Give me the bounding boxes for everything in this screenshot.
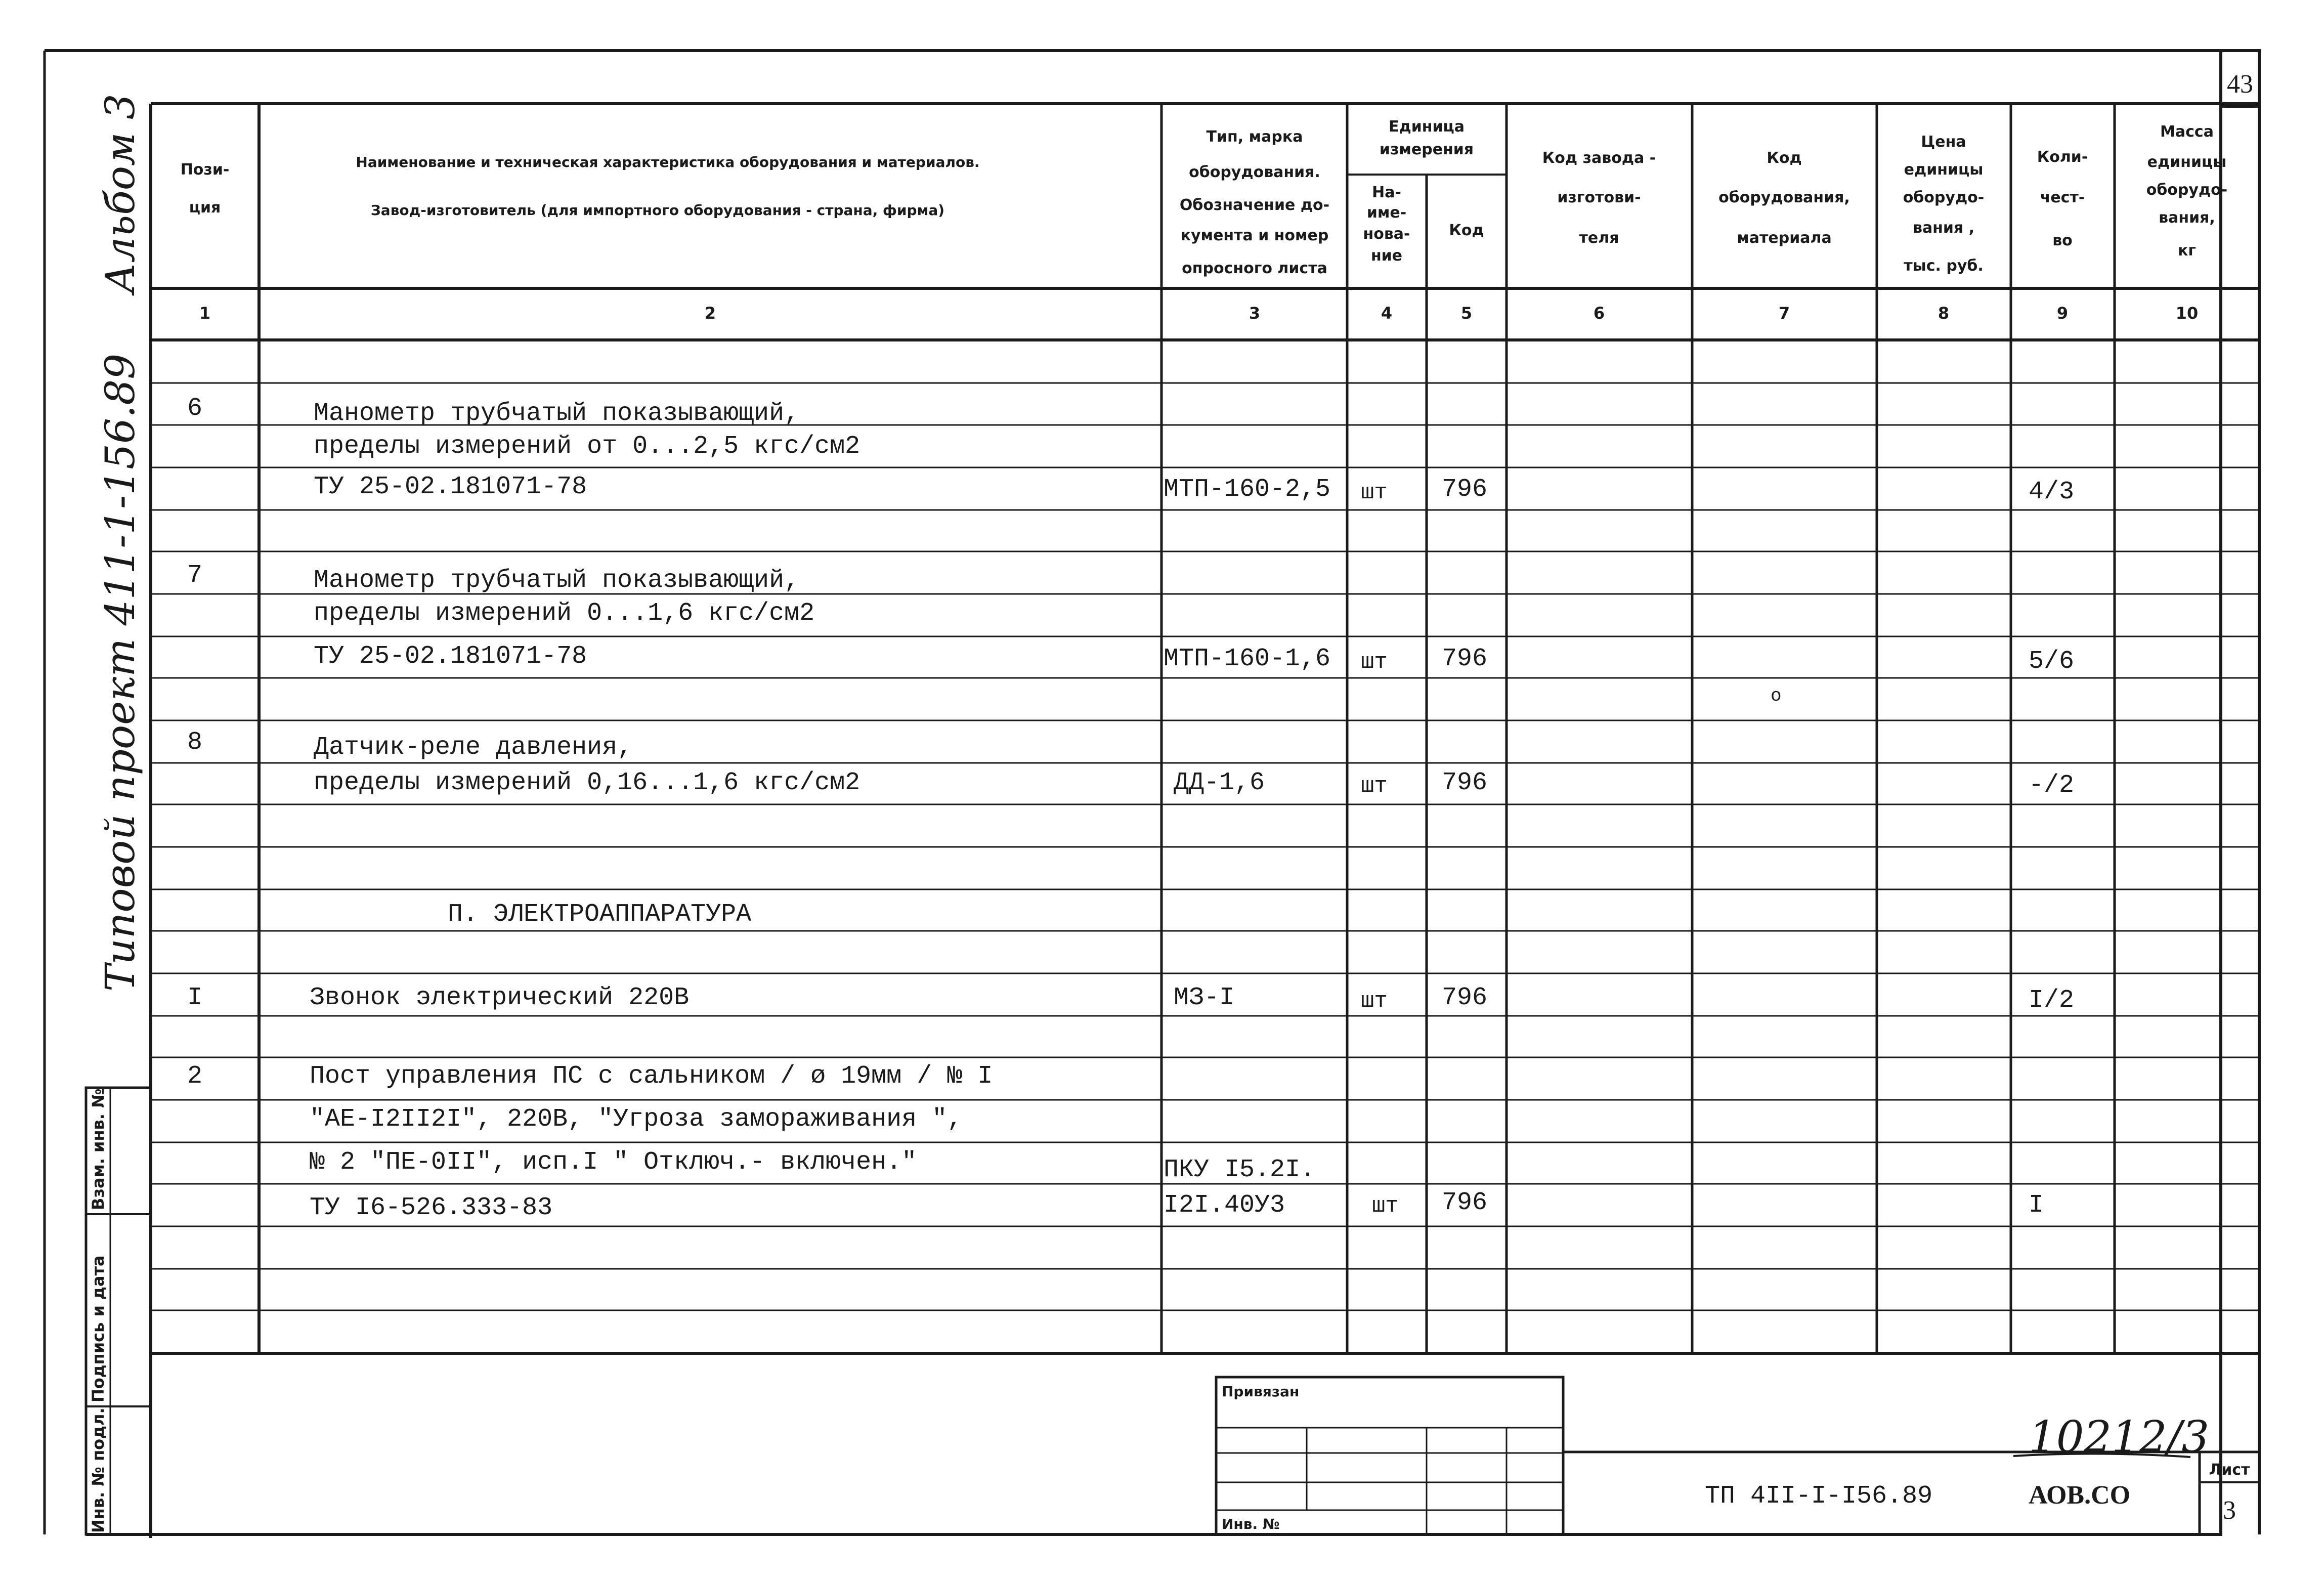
row-qty: I/2 bbox=[2029, 986, 2075, 1015]
header-col9-line1: Коли- bbox=[2037, 148, 2088, 166]
header-col10-line1: Масса bbox=[2160, 123, 2214, 141]
sheet-corner-number: 43 bbox=[2227, 70, 2253, 99]
stamp-sign-date: Подпись и дата bbox=[89, 1255, 108, 1402]
designation: ТП 4II-I-I56.89 bbox=[1705, 1482, 1933, 1511]
row-code: 796 bbox=[1442, 768, 1488, 797]
row-description: № 2 "ПЕ-0II", исп.I " Отключ.- включен." bbox=[310, 1148, 917, 1177]
row-description: Датчик-реле давления, bbox=[314, 733, 633, 762]
header-col9-line2: чест- bbox=[2040, 189, 2085, 206]
header-col4-line2: име- bbox=[1366, 204, 1407, 222]
list-label: Лист bbox=[2209, 1461, 2250, 1479]
col-number: 2 bbox=[704, 304, 716, 323]
col-number: 5 bbox=[1460, 304, 1473, 323]
row-qty: I bbox=[2029, 1191, 2044, 1220]
album-label: Альбом 3 bbox=[97, 94, 144, 293]
header-col10-line2: единицы bbox=[2147, 153, 2227, 171]
stamp-inv-orig: Инв. № подл. bbox=[89, 1407, 108, 1533]
header-col3-line5: опросного листа bbox=[1182, 260, 1327, 277]
header-unit-line1: Единица bbox=[1389, 118, 1465, 136]
row-position: 7 bbox=[187, 561, 203, 590]
privyazan-label: Привязан bbox=[1222, 1383, 1300, 1400]
row-description: Манометр трубчатый показывающий, bbox=[314, 566, 800, 595]
row-description: ТУ I6-526.333-83 bbox=[310, 1193, 553, 1222]
header-col8-line3: оборудо- bbox=[1903, 189, 1985, 206]
row-description: ТУ 25-02.181071-78 bbox=[314, 473, 587, 501]
row-description: пределы измерений 0...1,6 кгс/см2 bbox=[314, 599, 815, 628]
header-col10-line5: кг bbox=[2177, 242, 2197, 260]
row-description: пределы измерений 0,16...1,6 кгс/см2 bbox=[314, 768, 860, 797]
row-description: пределы измерений от 0...2,5 кгс/см2 bbox=[314, 432, 860, 461]
header-col7-line2: оборудования, bbox=[1718, 189, 1850, 206]
row-code: 796 bbox=[1442, 1188, 1488, 1217]
row-type: МТП-160-2,5 bbox=[1164, 475, 1331, 504]
header-col8-line2: единицы bbox=[1904, 161, 1984, 179]
row-position: 2 bbox=[187, 1062, 203, 1091]
header-col8-line5: тыс. руб. bbox=[1904, 257, 1984, 275]
header-col6-line1: Код завода - bbox=[1542, 149, 1656, 167]
header-col10-line4: вания, bbox=[2159, 209, 2215, 227]
header-col2-line1: Наименование и техническая характеристика оборудования и материалов. bbox=[356, 154, 980, 170]
col-number: 10 bbox=[2175, 304, 2199, 323]
stamp-vzam-inv: Взам. инв. № bbox=[89, 1088, 108, 1210]
inv-no-label: Инв. № bbox=[1222, 1516, 1280, 1532]
header-col3-line4: кумента и номер bbox=[1180, 227, 1329, 244]
row-position: 8 bbox=[187, 728, 203, 757]
header-unit-line2: измерения bbox=[1379, 141, 1474, 158]
row-type: МЗ-I bbox=[1174, 983, 1235, 1012]
row-unit: шт bbox=[1361, 650, 1388, 675]
header-col3-line1: Тип, марка bbox=[1206, 128, 1303, 146]
row-unit: шт bbox=[1361, 774, 1388, 799]
header-col6-line3: теля bbox=[1579, 229, 1619, 247]
row-qty: -/2 bbox=[2029, 771, 2075, 800]
project-label: Типовой проект 411-1-156.89 bbox=[97, 353, 144, 992]
list-number: 3 bbox=[2223, 1496, 2236, 1525]
col-number: 3 bbox=[1249, 304, 1261, 323]
header-col10-line3: оборудо- bbox=[2146, 181, 2228, 199]
header-col7-line3: материала bbox=[1737, 229, 1832, 247]
header-col6-line2: изготови- bbox=[1557, 189, 1641, 206]
header-col8-line4: вания , bbox=[1912, 219, 1975, 237]
col-number: 7 bbox=[1778, 304, 1790, 323]
row-unit: шт bbox=[1361, 480, 1388, 505]
section-heading: П. ЭЛЕКТРОАППАРАТУРА bbox=[448, 900, 752, 929]
header-col4-line3: нова- bbox=[1363, 225, 1410, 243]
header-col1-line1: Пози- bbox=[180, 161, 230, 179]
row-description: Пост управления ПС с сальником / ø 19мм / № I bbox=[310, 1062, 993, 1091]
row-code: 796 bbox=[1442, 645, 1488, 673]
header-col2-line2: Завод-изготовитель (для импортного оборудования - страна, фирма) bbox=[370, 202, 945, 219]
row-position: I bbox=[187, 983, 203, 1012]
header-col1-line2: ция bbox=[189, 199, 221, 217]
row-unit: шт bbox=[1361, 989, 1388, 1014]
row-type: ДД-1,6 bbox=[1174, 768, 1265, 797]
row-description: Манометр трубчатый показывающий, bbox=[314, 399, 800, 428]
header-col5: Код bbox=[1449, 222, 1484, 239]
col-number: 6 bbox=[1593, 304, 1605, 323]
row-qty: 5/6 bbox=[2029, 647, 2075, 676]
col-number: 8 bbox=[1938, 304, 1950, 323]
row-description: Звонок электрический 220В bbox=[310, 983, 690, 1012]
header-col7-line1: Код bbox=[1767, 149, 1802, 167]
row-description: "АЕ-I2II2I", 220В, "Угроза замораживания ", bbox=[310, 1105, 963, 1134]
row-type: ПКУ I5.2I. bbox=[1164, 1156, 1316, 1184]
col-number: 9 bbox=[2056, 304, 2069, 323]
row-unit: шт bbox=[1372, 1193, 1399, 1219]
row-code: 796 bbox=[1442, 475, 1488, 504]
header-col9-line3: во bbox=[2052, 232, 2073, 249]
doc-code: АОВ.СО bbox=[2029, 1481, 2131, 1510]
header-col3-line2: оборудования. bbox=[1189, 163, 1320, 181]
row-code: 796 bbox=[1442, 983, 1488, 1012]
row-position: 6 bbox=[187, 394, 203, 423]
handwritten-number: 10212/3 bbox=[2029, 1412, 2210, 1463]
header-col8-line1: Цена bbox=[1921, 133, 1966, 151]
row-qty: 4/3 bbox=[2029, 478, 2075, 506]
col-number: 4 bbox=[1381, 304, 1393, 323]
row-type: I2I.40У3 bbox=[1164, 1191, 1285, 1220]
header-col4-line1: На- bbox=[1372, 184, 1401, 201]
header-col3-line3: Обозначение до- bbox=[1179, 196, 1330, 214]
row-type: МТП-160-1,6 bbox=[1164, 645, 1331, 673]
col-number: 1 bbox=[199, 304, 211, 323]
header-col4-line4: ние bbox=[1370, 247, 1403, 265]
row-mark: о bbox=[1771, 686, 1782, 706]
row-description: ТУ 25-02.181071-78 bbox=[314, 642, 587, 671]
